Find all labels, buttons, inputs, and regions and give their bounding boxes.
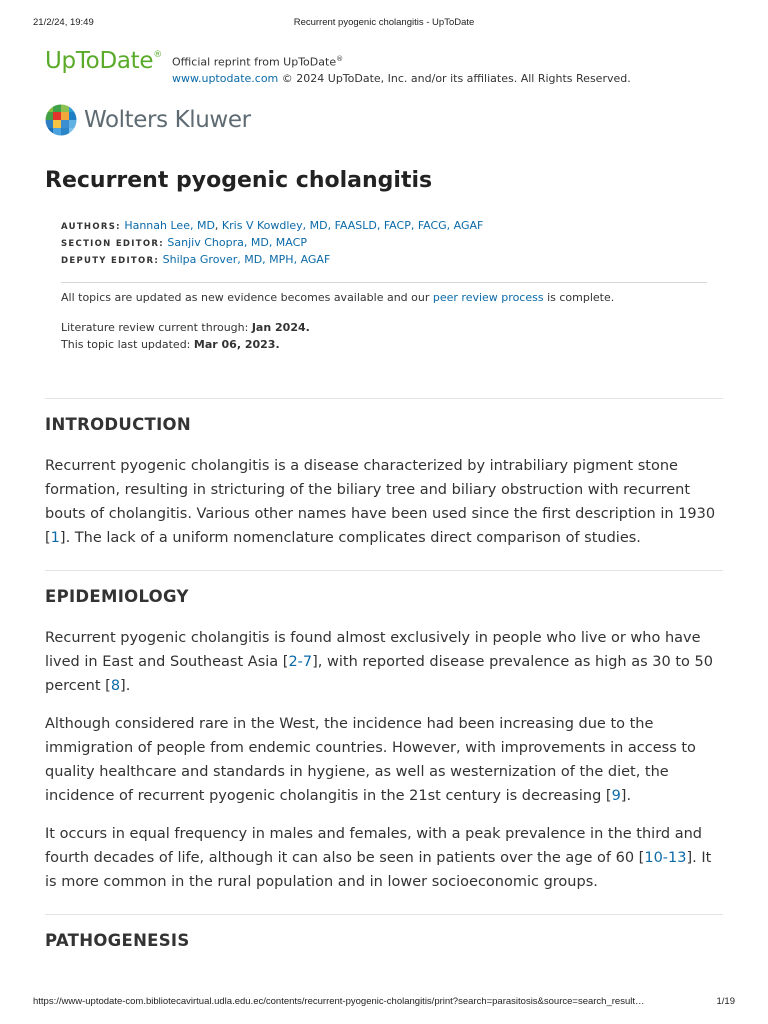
- lit-review-line: [61, 319, 614, 336]
- divider: [45, 570, 723, 571]
- update-notice: [61, 289, 614, 306]
- paragraph-text: Although considered rare in the West, the incidence had been increasing due to the immigration of people from endemic countries. However, with improvements in access to quality healthcare and standards in hygiene, as well as westernization of the diet, the incidence of recurrent pyogenic cholangitis in the 21st century is decreasing [: [45, 716, 696, 804]
- author-link[interactable]: Hannah Lee, MD: [124, 219, 215, 232]
- page-indicator: 1/19: [716, 996, 735, 1007]
- peer-review-link[interactable]: peer review process: [432, 291, 544, 304]
- last-updated-date: Mar 06, 2023.: [193, 338, 280, 351]
- section-introduction: [45, 415, 723, 550]
- paragraph-text: Recurrent pyogenic cholangitis is found almost exclusively in people who live or who have lived in East and Southeast Asia [: [45, 630, 701, 670]
- reference-link[interactable]: 10-13: [644, 850, 687, 866]
- paragraph: [45, 822, 723, 894]
- section-editor-row: [61, 235, 483, 252]
- reference-link[interactable]: 8: [110, 678, 121, 694]
- contributors: [61, 218, 483, 269]
- reprint-notice: [172, 51, 631, 87]
- uptodate-logo[interactable]: [45, 48, 162, 74]
- uptodate-logo-mark: ®: [153, 50, 162, 60]
- print-url: https://www-uptodate-com.bibliotecavirtual.udla.edu.ec/contents/recurrent-pyogenic-cholangitis/print?search=parasitosis&source=search_result…: [33, 996, 645, 1007]
- lit-review-date: Jan 2024.: [251, 321, 310, 334]
- uptodate-site-link[interactable]: www.uptodate.com: [172, 71, 279, 85]
- reference-link[interactable]: 2-7: [288, 654, 313, 670]
- reprint-mark: ®: [336, 55, 344, 63]
- paragraph-text: ]. The lack of a uniform nomenclature complicates direct comparison of studies.: [59, 530, 641, 546]
- topic-dates: [61, 319, 614, 353]
- last-updated-label: This topic last updated:: [61, 338, 194, 351]
- paragraph-text: Recurrent pyogenic cholangitis is a disease characterized by intrabiliary pigment stone formation, resulting in stricturing of the biliary tree and biliary obstruction with recurrent bouts of cholangitis. Various other names have been used since the first description in 1930 [: [45, 458, 716, 546]
- divider: [45, 398, 723, 399]
- topic-content: [45, 398, 723, 970]
- paragraph: [45, 454, 723, 550]
- paragraph-text: ]. It is more common in the rural population and in lower socioeconomic groups.: [45, 850, 712, 890]
- section-heading: PATHOGENESIS: [45, 931, 190, 950]
- reference-link[interactable]: 9: [611, 788, 621, 804]
- section-heading: INTRODUCTION: [45, 415, 191, 434]
- divider: [45, 914, 723, 915]
- wolters-kluwer-logo: [45, 104, 251, 136]
- topic-meta: [61, 289, 614, 353]
- section-heading: EPIDEMIOLOGY: [45, 587, 189, 606]
- uptodate-logo-text: UpToDate: [45, 48, 154, 74]
- reference-link[interactable]: 1: [50, 530, 60, 546]
- section-epidemiology: [45, 587, 723, 894]
- wolters-kluwer-name: Wolters Kluwer: [84, 107, 251, 133]
- author-link[interactable]: Kris V Kowdley, MD, FAASLD, FACP, FACG, AGAF: [221, 219, 484, 232]
- print-datetime: 21/2/24, 19:49: [33, 17, 94, 28]
- paragraph-text: ].: [120, 678, 131, 694]
- paragraph-text: ], with reported disease prevalence as high as 30 to 50 percent [: [45, 654, 713, 694]
- page-title: Recurrent pyogenic cholangitis: [45, 168, 433, 193]
- wolters-kluwer-mark-icon: [45, 104, 77, 136]
- paragraph-text: ].: [620, 788, 632, 804]
- last-updated-line: [61, 336, 614, 353]
- deputy-editor-row: [61, 252, 483, 269]
- section-editor-link[interactable]: Sanjiv Chopra, MD, MACP: [167, 236, 307, 249]
- update-notice-text-end: is complete.: [543, 291, 615, 304]
- authors-label: AUTHORS:: [61, 222, 121, 232]
- paragraph: [45, 712, 723, 808]
- copyright-text: © 2024 UpToDate, Inc. and/or its affiliates. All Rights Reserved.: [278, 71, 631, 85]
- section-editor-label: SECTION EDITOR:: [61, 239, 164, 249]
- paragraph: [45, 626, 723, 698]
- update-notice-text: All topics are updated as new evidence becomes available and our: [61, 291, 433, 304]
- print-footer: [0, 996, 768, 1010]
- print-header: [0, 17, 768, 31]
- deputy-editor-label: DEPUTY EDITOR:: [61, 256, 160, 266]
- authors-row: AUTHORS: Hannah Lee, MD, Kris V Kowdley, MD, FAASLD, FACP, FACG, AGAF: [61, 219, 484, 232]
- section-pathogenesis: [45, 931, 723, 950]
- lit-review-label: Literature review current through:: [61, 321, 252, 334]
- reprint-line: Official reprint from UpToDate: [172, 55, 337, 69]
- deputy-editor-link[interactable]: Shilpa Grover, MD, MPH, AGAF: [162, 253, 331, 266]
- print-page-title: Recurrent pyogenic cholangitis - UpToDate: [293, 17, 475, 28]
- paragraph-text: It occurs in equal frequency in males and females, with a peak prevalence in the third and fourth decades of life, although it can also be seen in patients over the age of 60 [: [45, 826, 702, 866]
- divider: [61, 282, 707, 283]
